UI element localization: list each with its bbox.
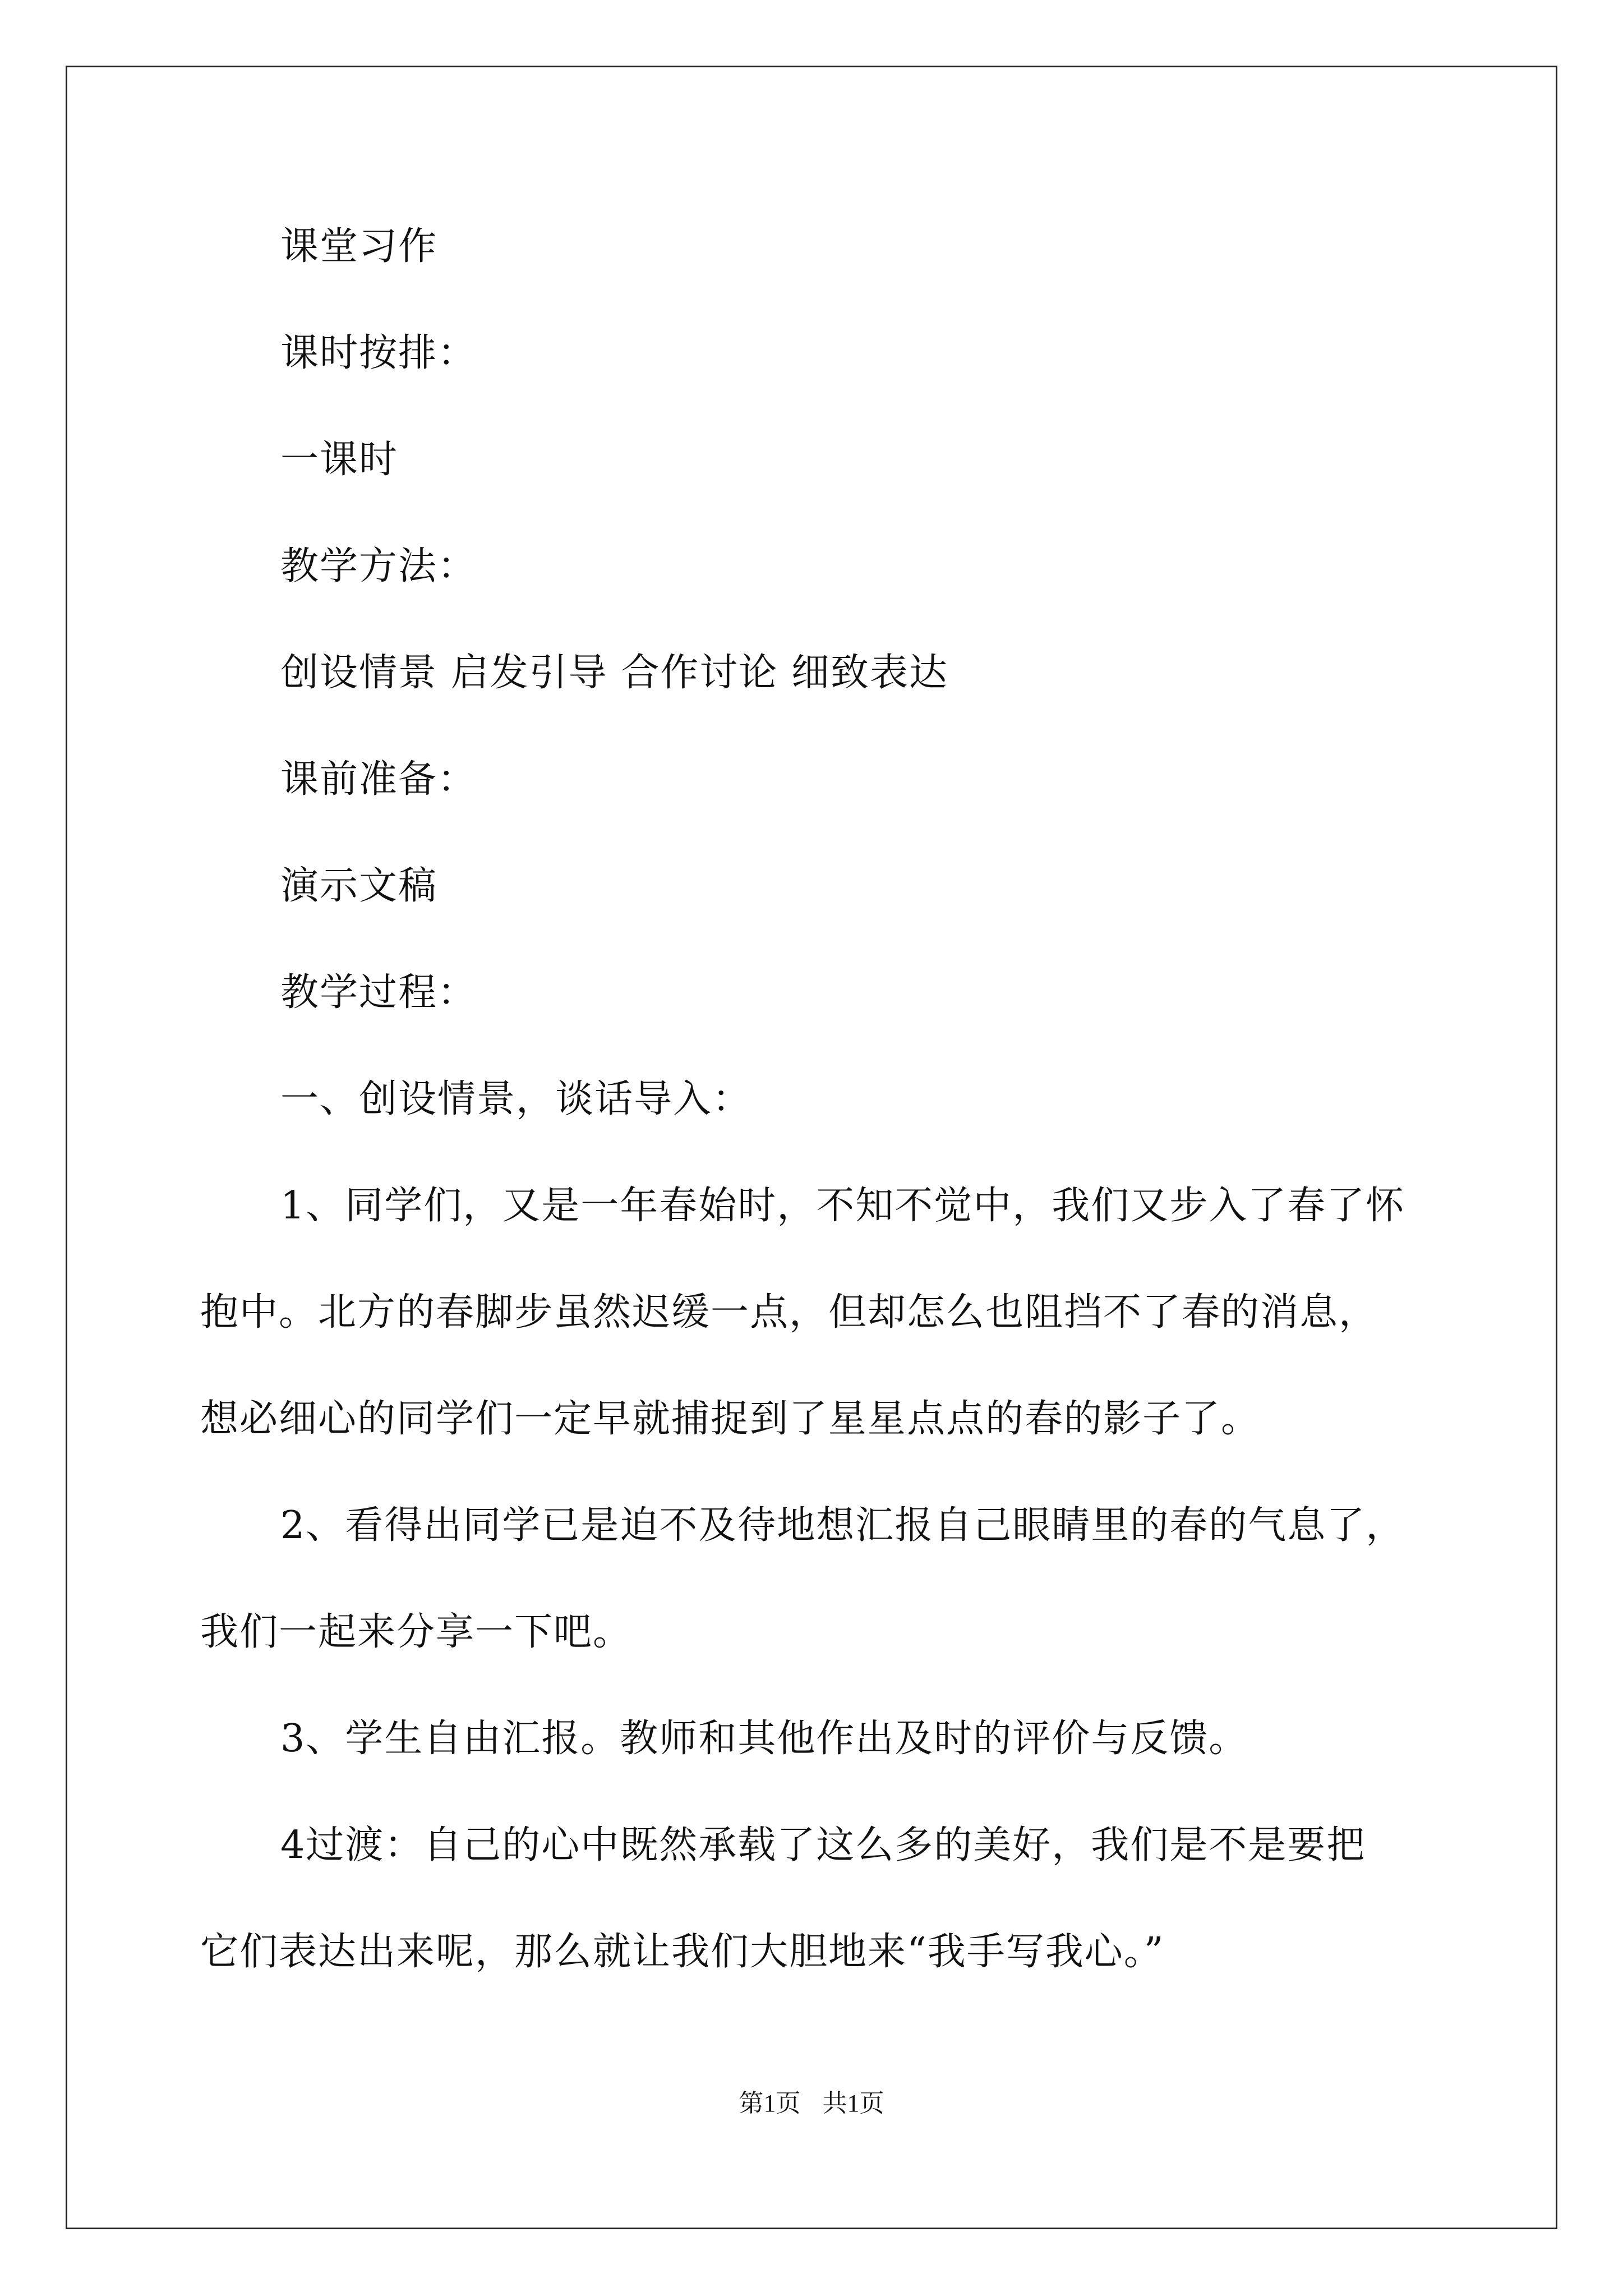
text-line: 2、看得出同学已是迫不及待地想汇报自己眼睛里的春的气息了， — [280, 1503, 1405, 1548]
page-footer — [0, 2088, 1623, 2119]
text-line: 课时按排： — [280, 331, 477, 375]
text-line: 课前准备： — [280, 757, 477, 802]
text-line: 教学过程： — [280, 970, 477, 1015]
text-line: 1、同学们，又是一年春始时，不知不觉中，我们又步入了春了怀 — [280, 1184, 1405, 1228]
text-line: 课堂习作 — [280, 224, 438, 269]
text-line: 创设情景 启发引导 合作讨论 细致表达 — [280, 651, 948, 695]
text-line: 教学方法： — [280, 544, 477, 588]
text-line: 它们表达出来呢，那么就让我们大胆地来“我手写我心。” — [200, 1930, 1165, 1974]
text-line: 想必细心的同学们一定早就捕捉到了星星点点的春的影子了。 — [200, 1397, 1261, 1441]
text-line: 一课时 — [280, 438, 399, 482]
text-line: 演示文稿 — [280, 864, 438, 908]
text-line: 3、学生自由汇报。教师和其他作出及时的评价与反馈。 — [280, 1717, 1248, 1761]
page-number: 第1页 — [739, 2090, 801, 2117]
text-line: 4过渡：自己的心中既然承载了这么多的美好，我们是不是要把 — [280, 1823, 1366, 1867]
page-border — [66, 66, 1557, 2229]
text-line: 一、创设情景，谈话导入： — [280, 1077, 752, 1121]
page-count: 共1页 — [822, 2090, 884, 2117]
text-line: 抱中。北方的春脚步虽然迟缓一点，但却怎么也阻挡不了春的消息， — [200, 1290, 1378, 1335]
text-line: 我们一起来分享一下吧。 — [200, 1610, 633, 1654]
